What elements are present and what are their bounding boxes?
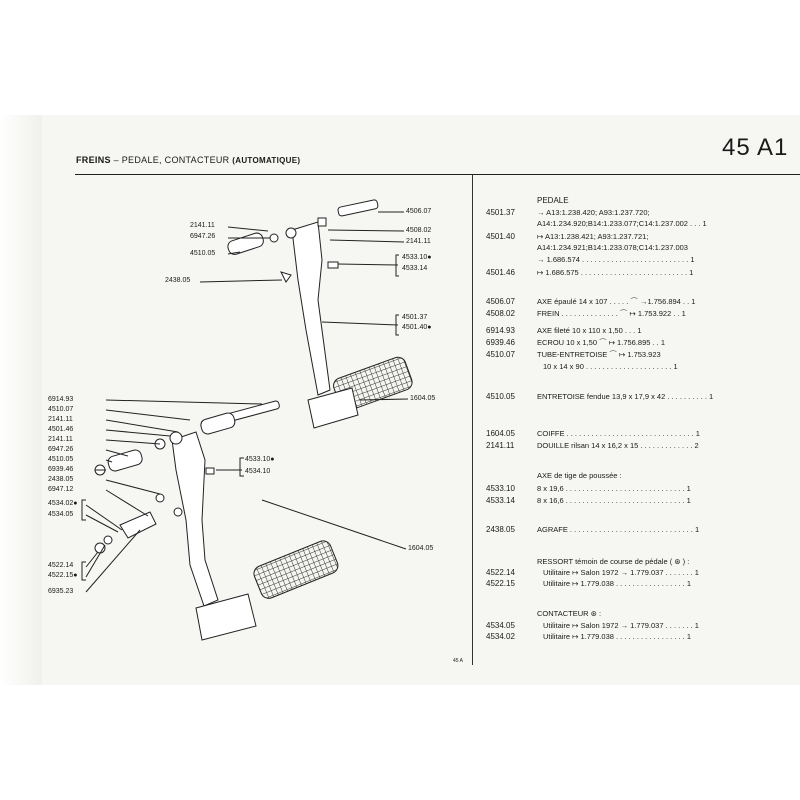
desc-4501-37-b: A14:1.234.920;B14:1.233.077;C14:1.237.002 . . . 1 <box>537 219 707 228</box>
desc-4533-14: 8 x 16,6 . . . . . . . . . . . . . . . . . . . . . . . . . . . . . 1 <box>537 496 691 505</box>
callout-4501-37: 4501.37 <box>402 314 428 321</box>
ref-6939-46: 6939.46 <box>486 338 515 347</box>
ref-2438-05: 2438.05 <box>486 525 515 534</box>
callout-4510-05: 4510.05 <box>190 250 216 257</box>
callout-2141-11b: 2141.11 <box>406 238 431 245</box>
callout-4508-02: 4508.02 <box>406 227 432 234</box>
ref-4501-37: 4501.37 <box>486 208 515 217</box>
title-auto: (AUTOMATIQUE) <box>232 156 301 165</box>
ref-4522-14: 4522.14 <box>486 568 515 577</box>
callout-4522-14: 4522.14 <box>48 562 74 569</box>
callout-6947-26b: 6947.26 <box>48 446 74 453</box>
callout-1604-05: 1604.05 <box>410 395 436 402</box>
ref-4508-02: 4508.02 <box>486 309 515 318</box>
desc-2438-05: AGRAFE . . . . . . . . . . . . . . . . . . . . . . . . . . . . . . 1 <box>537 525 700 534</box>
callout-2141-11d: 2141.11 <box>48 436 73 443</box>
desc-4508-02: FREIN . . . . . . . . . . . . . . ⌒ ↦ 1.753.922 . . 1 <box>537 309 686 318</box>
section-ressort: RESSORT témoin de course de pédale ( ⊛ ) : <box>537 557 690 566</box>
callout-4533-10b: 4533.10● <box>245 456 275 463</box>
desc-4533-10: 8 x 19,6 . . . . . . . . . . . . . . . . . . . . . . . . . . . . . 1 <box>537 484 691 493</box>
callout-4533-10: 4533.10● <box>402 254 432 261</box>
ref-4534-02: 4534.02 <box>486 632 515 641</box>
callout-4534-05: 4534.05 <box>48 511 74 518</box>
section-contacteur: CONTACTEUR ⊛ : <box>537 609 602 618</box>
section-axe: AXE de tige de poussée : <box>537 471 622 480</box>
desc-4501-40-a: ↦ A13:1.238.421; A93:1.237.721; <box>537 232 649 241</box>
desc-6939-46: ECROU 10 x 1,50 ⌒ ↦ 1.756.895 . . 1 <box>537 338 666 347</box>
callout-2438-05b: 2438.05 <box>48 476 74 483</box>
callout-6935-23: 6935.23 <box>48 588 74 595</box>
desc-4501-40-c: → 1.686.574 . . . . . . . . . . . . . . . . . . . . . . . . . . 1 <box>537 255 695 264</box>
desc-4510-07-b: 10 x 14 x 90 . . . . . . . . . . . . . . . . . . . . . 1 <box>543 362 678 371</box>
ref-6914-93: 6914.93 <box>486 326 515 335</box>
callout-4501-40: 4501.40● <box>402 324 432 331</box>
page-footer: 45 A <box>453 658 464 664</box>
callout-6914-93: 6914.93 <box>48 396 74 403</box>
desc-1604-05: COIFFE . . . . . . . . . . . . . . . . . . . . . . . . . . . . . . . 1 <box>537 429 700 438</box>
callout-1604-05b: 1604.05 <box>408 545 434 552</box>
ref-4501-46: 4501.46 <box>486 268 515 277</box>
ref-4510-05: 4510.05 <box>486 392 515 401</box>
desc-4534-02: Utilitaire ↦ 1.779.038 . . . . . . . . . . . . . . . . . 1 <box>543 632 692 641</box>
callout-6947-26: 6947.26 <box>190 233 216 240</box>
callout-4510-05b: 4510.05 <box>48 456 74 463</box>
desc-2141-11: DOUILLE rilsan 14 x 16,2 x 15 . . . . . . . . . . . . . 2 <box>537 441 699 450</box>
desc-4510-07: TUBE-ENTRETOISE ⌒ ↦ 1.753.923 <box>537 350 661 359</box>
desc-4506-07: AXE épaulé 14 x 107 . . . . . ⌒ →1.756.894 . . 1 <box>537 297 696 306</box>
callout-4522-15: 4522.15● <box>48 572 78 579</box>
callout-6939-46: 6939.46 <box>48 466 74 473</box>
callout-4533-14: 4533.14 <box>402 265 428 272</box>
ref-4510-07: 4510.07 <box>486 350 515 359</box>
callout-4501-46: 4501.46 <box>48 426 74 433</box>
ref-4522-15: 4522.15 <box>486 579 515 588</box>
title-main: FREINS <box>76 155 111 165</box>
desc-4501-40-b: A14:1.234.921;B14:1.233.078;C14:1.237.003 <box>537 243 688 252</box>
callout-2438-05: 2438.05 <box>165 277 191 284</box>
desc-4522-15: Utilitaire ↦ 1.779.038 . . . . . . . . . . . . . . . . . 1 <box>543 579 692 588</box>
ref-4501-40: 4501.40 <box>486 232 515 241</box>
desc-4501-37-a: → A13:1.238.420; A93:1.237.720; <box>537 208 650 217</box>
title-sub: – PEDALE, CONTACTEUR <box>113 155 230 165</box>
ref-4533-14: 4533.14 <box>486 496 515 505</box>
callout-6947-12: 6947.12 <box>48 486 74 493</box>
ref-4534-05: 4534.05 <box>486 621 515 630</box>
ref-2141-11: 2141.11 <box>486 441 515 450</box>
desc-4522-14: Utilitaire ↦ Salon 1972 → 1.779.037 . . . . . . . 1 <box>543 568 699 577</box>
callout-2141-11c: 2141.11 <box>48 416 73 423</box>
callout-4534-10: 4534.10 <box>245 468 271 475</box>
ref-4533-10: 4533.10 <box>486 484 515 493</box>
callout-2141-11: 2141.11 <box>190 222 215 229</box>
callout-4534-02: 4534.02● <box>48 500 78 507</box>
desc-4510-05: ENTRETOISE fendue 13,9 x 17,9 x 42 . . . . . . . . . . 1 <box>537 392 714 401</box>
ref-4506-07: 4506.07 <box>486 297 515 306</box>
desc-4534-05: Utilitaire ↦ Salon 1972 → 1.779.037 . . . . . . . 1 <box>543 621 699 630</box>
desc-4501-46: ↦ 1.686.575 . . . . . . . . . . . . . . . . . . . . . . . . . . 1 <box>537 268 694 277</box>
page-code: 45 A1 <box>722 134 789 161</box>
callout-4506-07: 4506.07 <box>406 208 432 215</box>
desc-6914-93: AXE fileté 10 x 110 x 1,50 . . . 1 <box>537 326 642 335</box>
section-pedale: PEDALE <box>537 196 569 205</box>
ref-1604-05: 1604.05 <box>486 429 515 438</box>
callout-4510-07: 4510.07 <box>48 406 74 413</box>
